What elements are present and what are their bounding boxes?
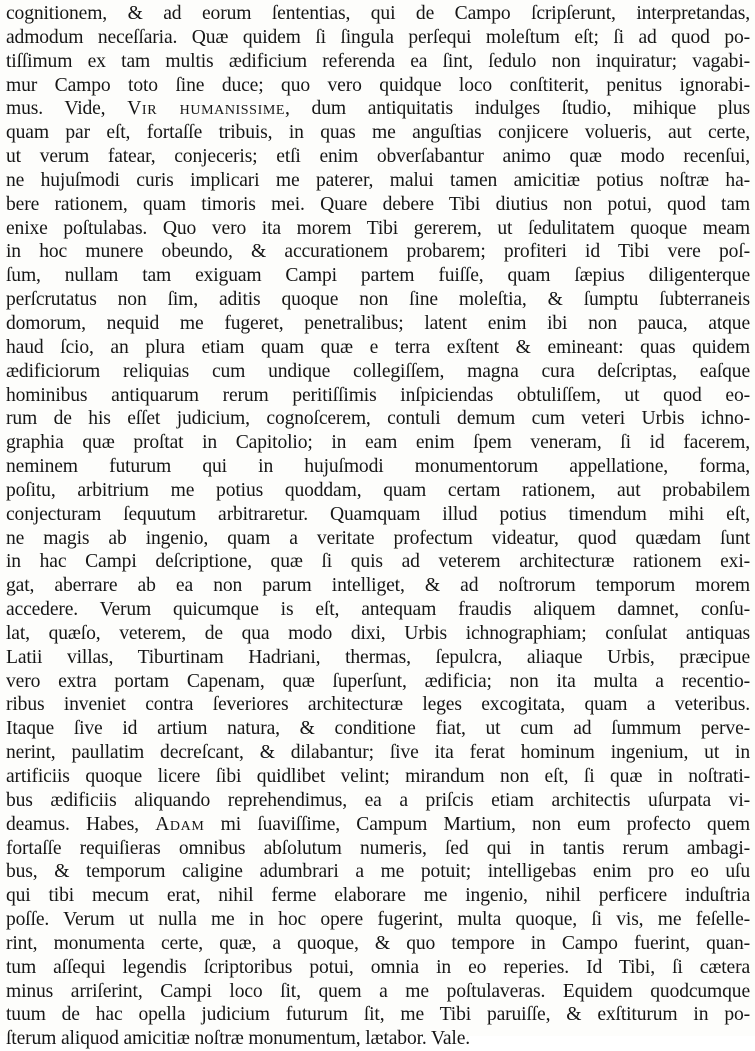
line-text: vero extra portam Capenam, quæ ſuperſunt, ædificia; non ita multa a recentio- (6, 670, 750, 692)
line-text: ne magis ab ingenio, quam a veritate profectum videatur, quod quædam ſunt (6, 527, 750, 549)
text-line (6, 384, 750, 408)
line-text: qui tibi mecum erat, nihil ferme elaborare me ingenio, nihil perficere induſtria (6, 885, 750, 907)
text-line (6, 550, 750, 574)
line-text: artificiis quoque licere ſibi quidlibet velint; mirandum non eſt, ſi quæ in noſtrati- (6, 766, 750, 787)
line-text: hominibus antiquarum rerum peritiſſimis inſpiciendas obtuliſſem, ut quod eo- (6, 384, 750, 406)
text-line (6, 622, 750, 646)
line-text: in hac Campi deſcriptione, quæ ſi quis ad veterem architecturæ rationem exi- (6, 551, 750, 573)
text-line (6, 360, 750, 384)
line-text: minus arriſerint, Campi loco ſit, quem a me poſtulaveras. Equidem quodcumque (6, 980, 750, 1002)
line-text: ne hujuſmodi curis implicari me paterer, malui tamen amicitiæ potius noſtræ ha- (6, 169, 750, 191)
text-line (6, 932, 750, 956)
text-line (6, 884, 750, 908)
line-text: poſitu, arbitrium me potius quoddam, quam certam rationem, aut probabilem (6, 479, 750, 501)
text-line (6, 670, 750, 694)
text-line (6, 956, 750, 980)
small-caps-name: Vir humanissime (127, 98, 286, 120)
text-line (6, 74, 750, 98)
text-line (6, 431, 750, 455)
line-text: domorum, nequid me fugeret, penetralibus; latent enim ibi non pauca, atque (6, 312, 750, 334)
text-line (6, 50, 750, 74)
text-line (6, 980, 750, 1004)
line-text: mur Campo toto ſine duce; quo vero quidque loco conſtiterit, penitus ignorabi- (6, 74, 750, 96)
line-text: lat, quæſo, veterem, de qua modo dixi, Urbis ichnographiam; conſulat antiquas (6, 622, 750, 644)
line-text: ſterum aliquod amicitiæ noſtræ monumentum, lætabor. Vale. (6, 1028, 471, 1050)
text-line (6, 765, 750, 789)
line-text: graphia quæ proſtat in Capitolio; in eam enim ſpem veneram, ſi id facerem, (6, 432, 750, 454)
text-line (6, 741, 750, 765)
line-text: Itaque ſive id artium natura, & conditione fiat, ut cum ad ſummum perve- (6, 718, 750, 740)
line-text: poſſe. Verum ut nulla me in hoc opere fugerint, multa quoque, ſi vis, me feſelle- (6, 909, 750, 931)
text-line (6, 169, 750, 193)
text-line (6, 860, 750, 884)
text-line (6, 598, 750, 622)
text-line (6, 717, 750, 741)
line-text: fortaſſe requiſieras omnibus abſolutum numeris, ſed qui in tantis rerum ambagi- (6, 837, 750, 859)
line-text: bus ædificiis aliquando reprehendimus, ea a priſcis etiam architectis uſurpata vi- (6, 789, 750, 811)
text-line (6, 503, 750, 527)
line-text: admodum neceſſaria. Quæ quidem ſi ſingula perſequi moleſtum eſt; ſi ad quod po- (6, 26, 750, 48)
line-text: ſum, nullam tam exiguam Campi partem fuiſſe, quam ſæpius diligenterque (6, 265, 750, 287)
text-line (6, 646, 750, 670)
line-text: ut verum fatear, conjeceris; etſi enim obverſabantur animo quæ modo recenſui, (6, 146, 750, 168)
text-line (6, 693, 750, 717)
line-text: quam par eſt, fortaſſe tribuis, in quas me anguſtias conjicere volueris, aut certe, (6, 122, 750, 144)
line-text: tuum de hac opella judicium futurum ſit, me Tibi paruiſſe, & exſtiturum in po- (6, 1004, 750, 1026)
line-text: bere rationem, quam timoris mei. Quare debere Tibi diutius non potui, quod tam (6, 193, 750, 215)
text-line (6, 121, 750, 145)
line-text: neminem futurum qui in hujuſmodi monumentorum appellatione, forma, (6, 456, 750, 478)
line-text: in hoc munere obeundo, & accurationem probarem; profiteri id Tibi vere poſ- (6, 241, 750, 263)
text-line (6, 264, 750, 288)
line-text: gat, aberrare ab ea non parum intelliget, & ad noſtrorum temporum morem (6, 575, 750, 597)
line-text: tiſſimum ex tam multis ædificium referenda ea ſint, ſedulo non inquiratur; vagabi- (6, 50, 750, 72)
text-line (6, 26, 750, 50)
text-line (6, 813, 750, 837)
text-line (6, 479, 750, 503)
line-text: mus. Vide, (6, 98, 128, 120)
text-line (6, 527, 750, 551)
text-line (6, 288, 750, 312)
text-line (6, 240, 750, 264)
line-text: ribus inveniet contra ſeveriores architecturæ leges excogitata, quam a veteribus. (6, 694, 750, 716)
line-text: rint, monumenta certe, quæ, a quoque, & quo tempore in Campo fuerint, quan- (6, 932, 750, 954)
line-text: perſcrutatus non ſim, aditis quoque non ſine moleſtia, & ſumptu ſubterraneis (6, 289, 750, 311)
text-line (6, 97, 750, 121)
line-text: nerint, paullatim decreſcant, & dilabantur; ſive ita ferat hominum ingenium, ut in (6, 742, 750, 764)
text-line (6, 455, 750, 479)
small-caps-name: Adam (155, 813, 205, 835)
line-text: mi ſuaviſſime, Campum Martium, non eum profecto quem (204, 813, 750, 835)
text-line (6, 1003, 750, 1027)
line-text: Latii villas, Tiburtinam Hadriani, thermas, ſepulcra, aliaque Urbis, præcipue (6, 646, 750, 668)
line-text: rum de his eſſet judicium, cognoſcerem, contuli demum cum veteri Urbis ichno- (6, 408, 750, 430)
line-text: tum aſſequi legendis ſcriptoribus potui, omnia in eo reperies. Id Tibi, ſi cætera (6, 956, 750, 978)
text-line (6, 193, 750, 217)
line-text: enixe poſtulabas. Quo vero ita morem Tibi gererem, ut ſedulitatem quoque meam (6, 217, 750, 239)
text-line (6, 789, 750, 813)
text-line (6, 1027, 750, 1051)
text-line (6, 312, 750, 336)
line-text: accedere. Verum quicumque is eſt, antequam fraudis aliquem damnet, conſu- (6, 599, 750, 621)
line-text: bus, & temporum caligine adumbrari a me potuit; intelligebas enim pro eo uſu (6, 861, 750, 883)
text-line (6, 908, 750, 932)
text-line (6, 217, 750, 241)
line-text: conjecturam ſequutum arbitraretur. Quamquam illud potius timendum mihi eſt, (6, 503, 750, 525)
text-line (6, 2, 750, 26)
body-text (6, 2, 750, 1051)
line-text: haud ſcio, an plura etiam quam quæ e terra exſtent & emineant: quas quidem (6, 336, 750, 358)
text-line (6, 336, 750, 360)
line-text: deamus. Habes, (6, 813, 156, 835)
line-text: , dum antiquitatis indulges ſtudio, mihique plus (285, 98, 751, 120)
text-line (6, 574, 750, 598)
line-text: cognitionem, & ad eorum ſententias, qui de Campo ſcripſerunt, interpretandas, (6, 3, 750, 24)
text-line (6, 407, 750, 431)
line-text: ædificiorum reliquias cum undique collegiſſem, magna cura deſcriptas, eaſque (6, 360, 750, 382)
text-line (6, 837, 750, 861)
text-line (6, 145, 750, 169)
